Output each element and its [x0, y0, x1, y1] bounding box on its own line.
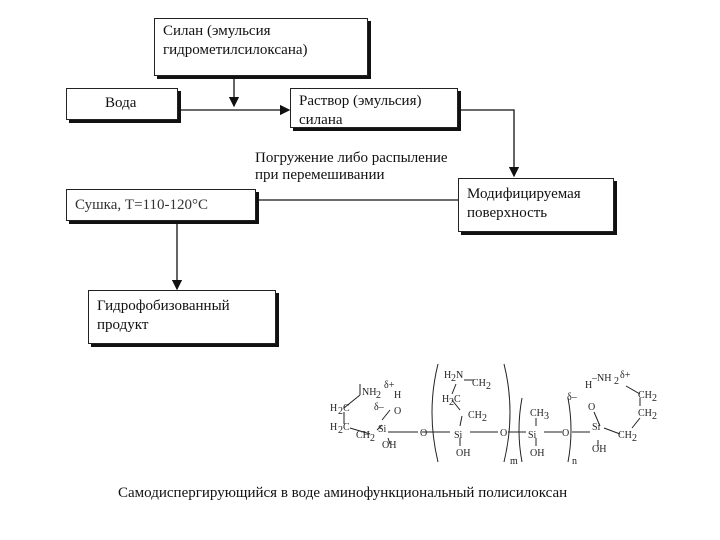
solution-line-1: Раствор (эмульсия)	[299, 93, 422, 109]
subscript-n: n	[572, 456, 577, 467]
surface-line-2: поверхность	[467, 205, 548, 221]
silane-line-1: Силан (эмульсия	[163, 23, 271, 39]
solution-to-surface-arrow	[458, 110, 514, 176]
svg-text:2: 2	[370, 433, 375, 444]
svg-text:OH: OH	[456, 448, 471, 459]
svg-text:O: O	[394, 406, 402, 417]
svg-text:2: 2	[652, 393, 657, 404]
svg-text:C: C	[343, 422, 350, 433]
svg-text:OH: OH	[592, 444, 607, 455]
surface-box	[458, 178, 614, 232]
svg-text:2: 2	[449, 397, 454, 408]
solution-box	[290, 88, 458, 128]
process-note-line-2: при перемешивании	[255, 167, 385, 183]
svg-text:CH: CH	[638, 390, 652, 401]
product-box	[88, 290, 276, 344]
water-box	[66, 88, 178, 120]
svg-text:CH: CH	[530, 408, 544, 419]
svg-text:NH: NH	[362, 387, 377, 398]
water-label: Вода	[105, 95, 137, 111]
svg-text:2: 2	[451, 373, 456, 384]
svg-text:Si: Si	[378, 424, 387, 435]
subscript-m: m	[510, 456, 518, 467]
svg-text:2: 2	[338, 425, 343, 436]
svg-text:2: 2	[614, 376, 619, 387]
svg-text:OH: OH	[382, 440, 397, 451]
svg-text:CH: CH	[472, 378, 486, 389]
svg-text:δ–: δ–	[374, 402, 384, 413]
svg-text:δ+: δ+	[384, 380, 395, 391]
process-note	[255, 150, 448, 184]
svg-text:3: 3	[544, 411, 549, 422]
svg-text:H: H	[330, 422, 338, 433]
svg-text:2: 2	[482, 413, 487, 424]
svg-text:2: 2	[652, 411, 657, 422]
drying-label: Сушка, T=110-120°C	[75, 197, 208, 213]
product-line-1: Гидрофобизованный	[97, 298, 230, 314]
svg-text:CH: CH	[638, 408, 652, 419]
silane-box	[154, 18, 368, 76]
svg-text:CH: CH	[618, 430, 632, 441]
process-note-line-1: Погружение либо распыление	[255, 150, 448, 166]
svg-text:Si: Si	[454, 430, 463, 441]
svg-text:O: O	[588, 402, 596, 413]
svg-text:O: O	[500, 428, 508, 439]
svg-text:OH: OH	[530, 448, 545, 459]
svg-text:H: H	[585, 380, 593, 391]
svg-text:C: C	[343, 403, 350, 414]
svg-text:CH: CH	[356, 430, 370, 441]
surface-line-1: Модифицируемая	[467, 186, 581, 202]
svg-text:2: 2	[632, 433, 637, 444]
svg-text:2: 2	[338, 406, 343, 417]
silane-line-2: гидрометилсилоксана)	[163, 42, 308, 58]
svg-text:H: H	[394, 390, 402, 401]
svg-text:H: H	[330, 403, 338, 414]
svg-text:2: 2	[486, 381, 491, 392]
drying-box	[66, 189, 256, 221]
svg-text:H: H	[442, 394, 450, 405]
product-line-2: продукт	[97, 317, 149, 333]
svg-text:H: H	[444, 370, 452, 381]
svg-text:O: O	[420, 428, 428, 439]
figure-caption: Самодиспергирующийся в воде аминофункциональный полисилоксан	[118, 485, 568, 501]
svg-text:Si: Si	[592, 422, 601, 433]
svg-text:2: 2	[376, 390, 381, 401]
svg-text:–NH: –NH	[592, 373, 612, 384]
svg-text:O: O	[562, 428, 570, 439]
svg-text:δ+: δ+	[620, 370, 631, 381]
aminosiloxane-structure	[322, 350, 682, 470]
svg-text:δ–: δ–	[567, 392, 577, 403]
svg-text:N: N	[456, 370, 464, 381]
svg-text:Si: Si	[528, 430, 537, 441]
svg-text:CH: CH	[468, 410, 482, 421]
solution-line-2: силана	[299, 112, 343, 128]
svg-text:C: C	[454, 394, 461, 405]
